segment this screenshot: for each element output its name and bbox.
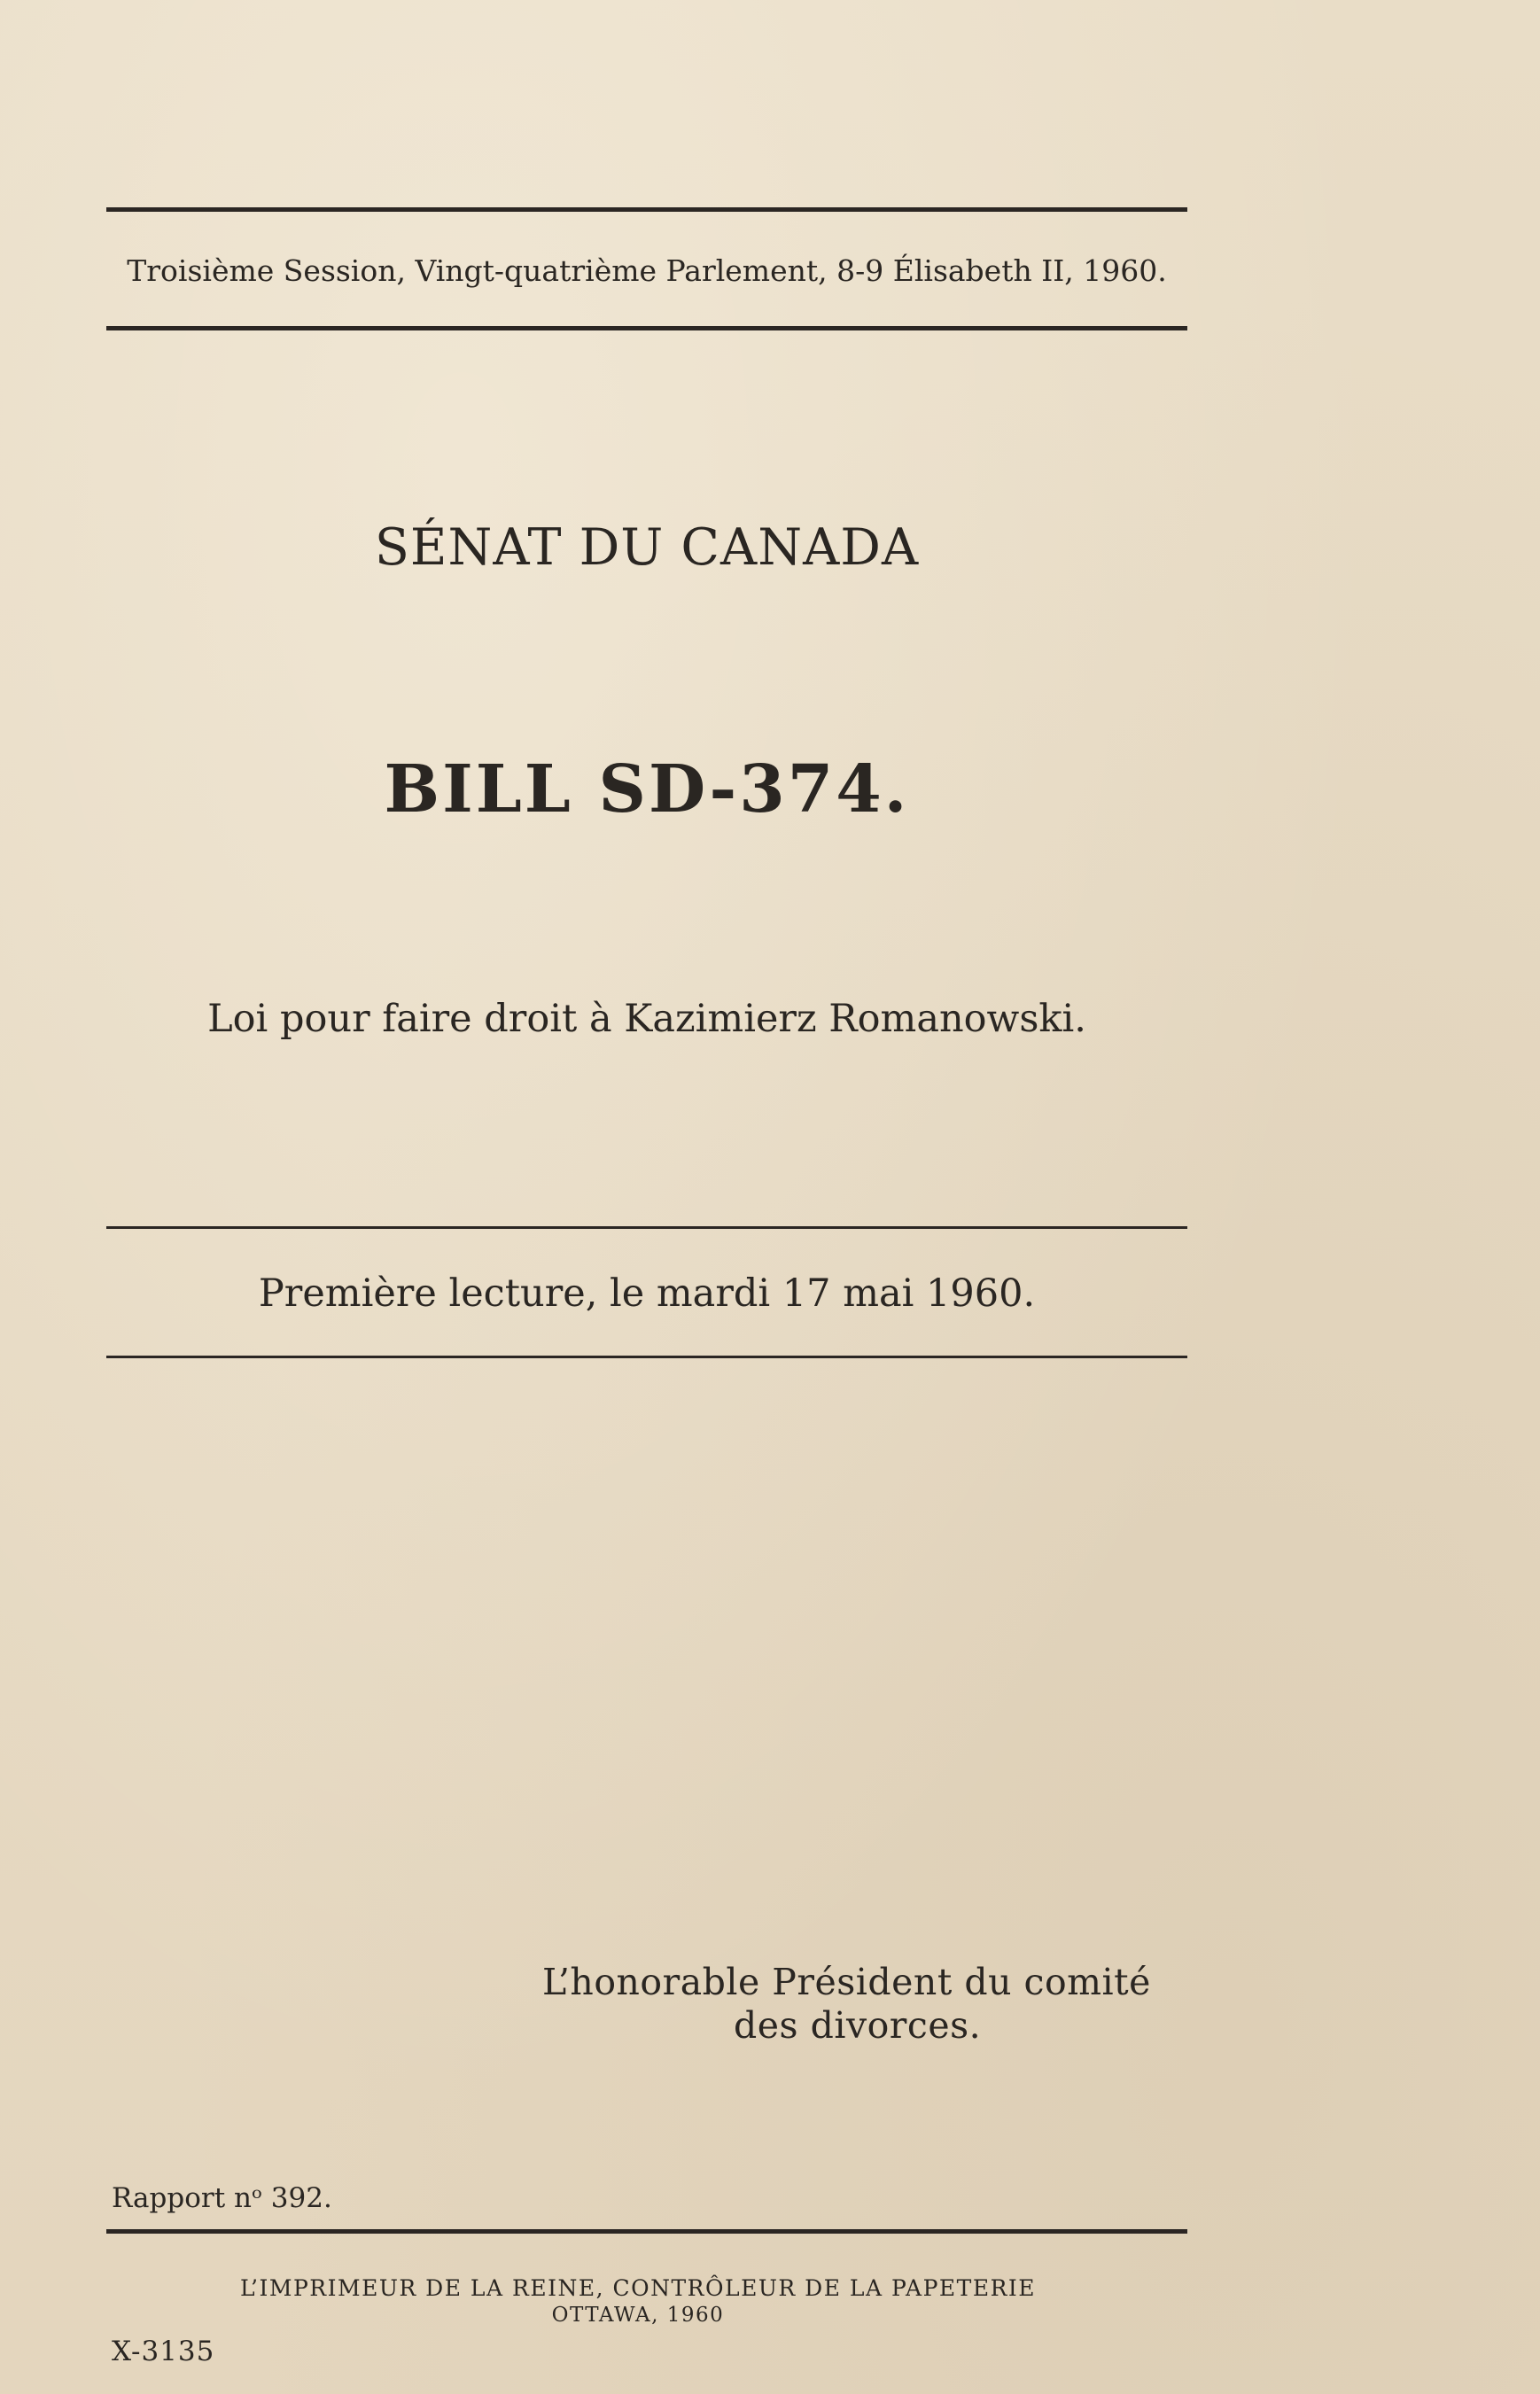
top-rule: [106, 207, 1187, 212]
session-line: Troisième Session, Vingt-quatrième Parlement, 8-9 Élisabeth II, 1960.: [127, 253, 1167, 288]
header-bottom-rule: [106, 326, 1187, 330]
reading-top-rule: [106, 1226, 1187, 1229]
printer-line-2: OTTAWA, 1960: [551, 2304, 725, 2327]
reading-bottom-rule: [106, 1356, 1187, 1358]
footer-rule: [106, 2229, 1187, 2234]
bill-purpose: Loi pour faire droit à Kazimierz Romanowski.: [207, 997, 1086, 1041]
printer-line-1: L’IMPRIMEUR DE LA REINE, CONTRÔLEUR DE LA PAPETERIE: [239, 2275, 1037, 2301]
bill-number: BILL SD-374.: [384, 751, 910, 828]
report-number: Rapport nᵒ 392.: [112, 2182, 332, 2214]
senate-title: SÉNAT DU CANADA: [374, 518, 920, 577]
sponsor-line-1: L’honorable Président du comité: [542, 1961, 1151, 2003]
sponsor-line-2: des divorces.: [734, 2004, 982, 2047]
first-reading: Première lecture, le mardi 17 mai 1960.: [258, 1271, 1036, 1316]
document-code: X-3135: [112, 2336, 215, 2367]
